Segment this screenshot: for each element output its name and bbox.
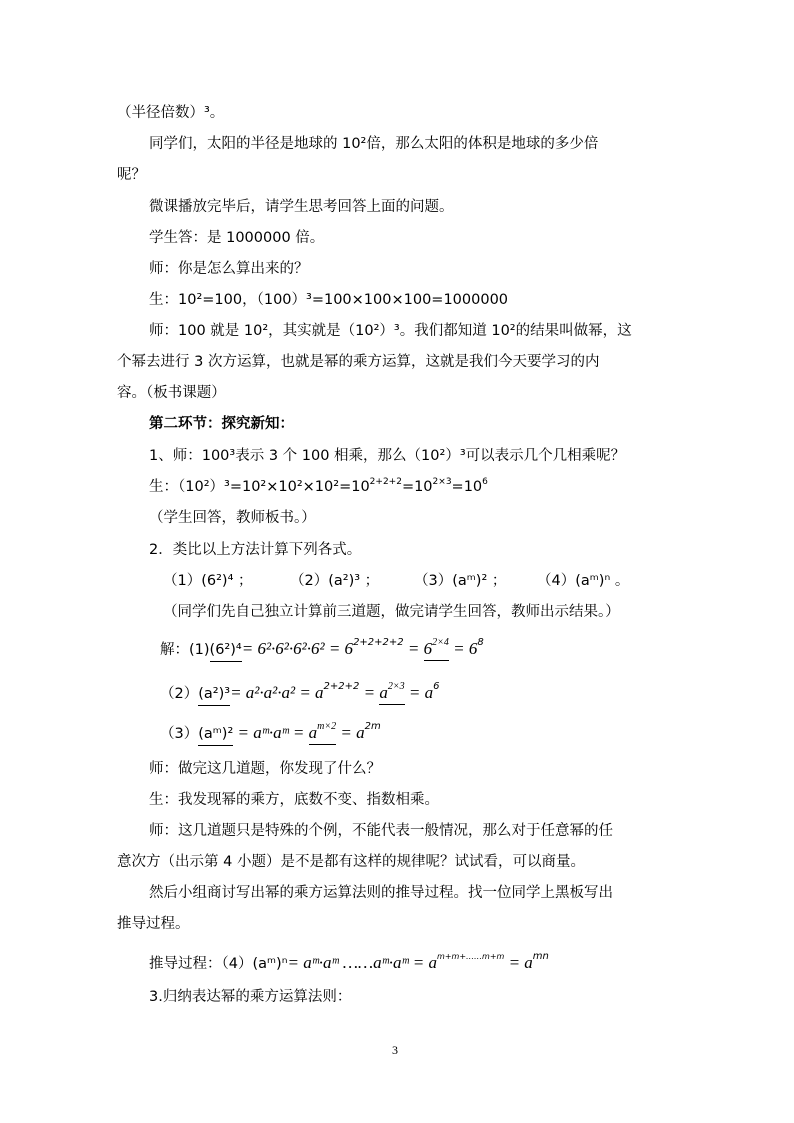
exercise-item: （1）(6²)⁴ ；: [163, 573, 253, 589]
math-base: 6: [423, 639, 433, 658]
math-expression: = a: [504, 953, 533, 972]
exponent: m×2: [317, 721, 337, 732]
text-line: 学生答：是 1000000 倍。: [149, 230, 325, 246]
text-line: 2．类比以上方法计算下列各式。: [149, 542, 362, 558]
text-line: 意次方（出示第 4 小题）是不是都有这样的规律呢？试试看，可以商量。: [117, 854, 585, 870]
solution-line: [160, 683, 440, 706]
exponent: m+m+……m+m: [437, 952, 505, 961]
text-fragment: =10: [451, 479, 483, 495]
exponent: 8: [477, 637, 484, 648]
math-base: a: [308, 723, 318, 742]
text-line: 3.归纳表达幂的乘方运算法则：: [149, 989, 352, 1005]
underlined-expression: [379, 683, 404, 705]
math-expression: =: [403, 639, 424, 658]
exponent: 2+2+2: [369, 477, 402, 487]
math-expression: = 6: [448, 639, 478, 658]
solution-line: [160, 723, 381, 746]
exponent: 2×3: [387, 681, 405, 692]
underlined-expression: [309, 723, 336, 745]
text-line: 推导过程。: [117, 916, 190, 932]
exponent: mn: [532, 951, 549, 962]
exponent: 2m: [364, 721, 381, 732]
text-line: 生：10²=100，（100）³=100×100×100=1000000: [149, 292, 509, 308]
derivation-line: [149, 953, 549, 974]
math-expression: = a: [404, 683, 434, 702]
solution-label: 解：(1): [160, 642, 210, 658]
page-number: 3: [392, 1043, 398, 1057]
underlined-expression: (6²)⁴: [210, 640, 242, 662]
section-heading: 第二环节：探究新知：: [149, 416, 294, 432]
text-line: 师：你是怎么算出来的？: [149, 261, 309, 277]
exercise-item: （4）(aᵐ)ⁿ 。: [537, 573, 630, 589]
text-line: [149, 477, 488, 497]
text-line: （同学们先自己独立计算前三道题，做完请学生回答，教师出示结果。）: [163, 604, 620, 620]
text-line: 师：做完这几道题，你发现了什么？: [149, 761, 381, 777]
math-expression: = aᵐ·aᵐ =: [233, 723, 309, 742]
math-expression: = 6²·6²·6²·6² = 6: [241, 639, 354, 658]
text-line: 师：100 就是 10²，其实就是（10²）³。我们都知道 10²的结果叫做幂，这: [149, 323, 632, 339]
text-line: （半径倍数）³。: [117, 105, 225, 121]
math-base: a: [379, 683, 388, 702]
text-line: 微课播放完毕后，请学生思考回答上面的问题。: [149, 199, 454, 215]
text-fragment: =10: [401, 479, 433, 495]
solution-label: （2）: [160, 686, 199, 702]
underlined-expression: [424, 639, 449, 661]
text-fragment: 生：（10²）³=10²×10²×10²=10: [149, 479, 370, 495]
underlined-expression: (aᵐ)²: [198, 724, 233, 746]
text-line: 呢？: [117, 167, 146, 183]
solution-line: [160, 639, 484, 662]
text-line: 然后小组商讨写出幂的乘方运算法则的推导过程。找一位同学上黑板写出: [149, 885, 613, 901]
math-expression: = a: [336, 723, 365, 742]
exponent: 6: [482, 477, 488, 487]
text-fragment: 推导过程：（4）(aᵐ)ⁿ: [149, 956, 288, 972]
solution-label: （3）: [160, 726, 199, 742]
exercise-item: （2）(a²)³ ；: [290, 573, 380, 589]
text-line: （学生回答，教师板书。）: [149, 510, 316, 526]
exponent: 2×4: [432, 637, 449, 648]
exponent: 2×3: [432, 477, 452, 487]
text-line: 师：这几道题只是特殊的个例，不能代表一般情况，那么对于任意幂的任: [149, 823, 613, 839]
exercise-item: （3）(aᵐ)² ；: [414, 573, 507, 589]
math-expression: =: [359, 683, 380, 702]
text-line: 容。（板书课题）: [117, 385, 226, 401]
underlined-expression: (a²)³: [198, 684, 230, 706]
math-expression: = aᵐ·aᵐ ……aᵐ·aᵐ = a: [287, 953, 438, 972]
text-line: 生：我发现幂的乘方，底数不变、指数相乘。: [149, 792, 439, 808]
exponent: 2+2+2+2: [353, 637, 404, 648]
exponent: 2+2+2: [323, 681, 360, 692]
math-expression: = a²·a²·a² = a: [230, 683, 324, 702]
exponent: 6: [433, 681, 440, 692]
text-line: 同学们，太阳的半径是地球的 10²倍，那么太阳的体积是地球的多少倍: [149, 136, 599, 152]
text-line: 1、师：100³表示 3 个 100 相乘，那么（10²）³可以表示几个几相乘呢？: [149, 448, 626, 464]
text-line: 个幂去进行 3 次方运算，也就是幂的乘方运算，这就是我们今天要学习的内: [117, 354, 600, 370]
